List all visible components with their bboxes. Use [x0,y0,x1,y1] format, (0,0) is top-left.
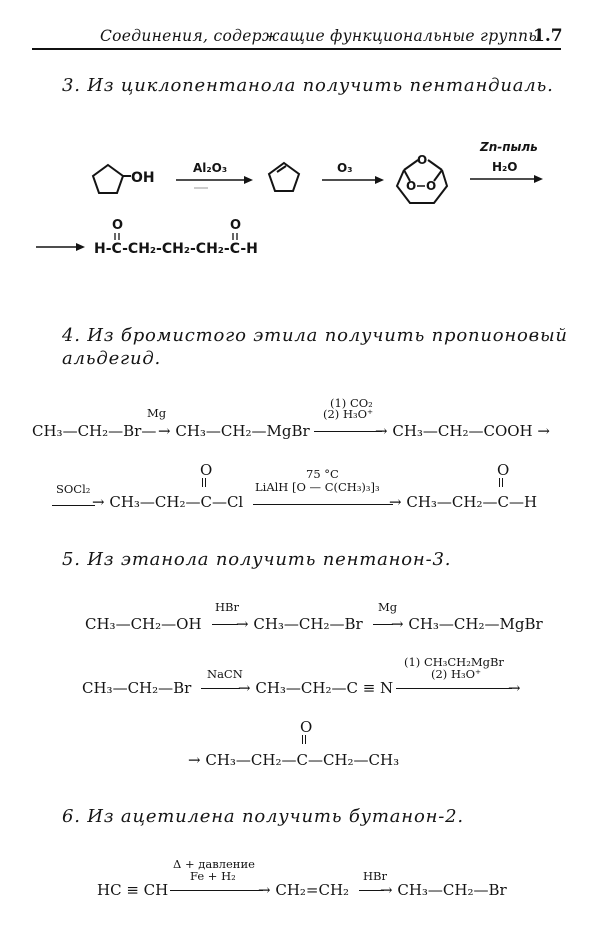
p6-reagent-1: Δ + давление [173,857,255,871]
p5-nitrile: → CH₃—CH₂—C ≡ N [238,679,394,697]
ozonide-o-right: O [426,179,437,193]
reagent-o3: O₃ [337,161,353,175]
p5-ethyl-bromide-2: CH₃—CH₂—Br [82,679,192,697]
reagent-zn: Zn-пыль [480,140,538,154]
p6-reagent-2: Fe + H₂ [190,869,236,883]
oh-label: OH [131,170,155,186]
p4-ethyl-bromide: CH₃—CH₂—Br— [32,422,157,440]
cyclopentanol-ring [93,165,123,193]
ozonide-o-left: O [406,179,417,193]
p4-arrow-3 [253,504,393,505]
p4-temp: 75 °C [306,467,339,481]
p5-arrow-4 [396,688,512,689]
p5-reagent-2: (2) H₃O⁺ [431,667,482,681]
p5-arrow-2 [373,624,393,625]
problem-4-heading: 4. Из бромистого этила получить пропионовый альдегид. [62,325,568,369]
p4-mg-label: Mg [147,406,167,420]
p6-arrow-1 [170,890,263,891]
problem-3-heading: 3. Из циклопентанола получить пентандиаль. [62,75,554,96]
p4-double-bond-1 [202,478,206,487]
reagent-h2o: H₂O [492,160,518,174]
p5-ethyl-bromide: → CH₃—CH₂—Br [236,615,363,633]
ozonide-o-top: O [417,153,428,167]
problem-5-heading: 5. Из этанола получить пентанон-3. [62,549,452,570]
p5-carbonyl-o: O [300,718,313,736]
arrow-3-head [534,175,543,183]
p4-arrow-2 [52,505,95,506]
p4-arrow-1 [314,431,382,432]
p4-double-bond-2 [499,478,503,487]
p4-carbonyl-o-1: O [200,461,213,479]
arrow-1-head [244,176,253,184]
p6-ethyl-bromide: → CH₃—CH₂—Br [380,881,507,899]
running-header: Соединения, содержащие функциональные группы [100,27,542,45]
p4-grignard: → CH₃—CH₂—MgBr [158,422,310,440]
p4-carbonyl-o-2: O [497,461,510,479]
p5-reagent-1: (1) CH₃CH₂MgBr [404,655,504,669]
p5-pentanone: → CH₃—CH₂—C—CH₂—CH₃ [188,751,400,769]
page-number: 1.7 [533,26,563,46]
p4-propionic-acid: → CH₃—CH₂—COOH → [375,422,550,440]
p6-hbr: HBr [363,869,387,883]
p5-arrow-3 [201,688,240,689]
p4-co2: (1) CO₂ [330,396,373,410]
p4-acyl-chloride: → CH₃—CH₂—C—Cl [92,493,244,511]
p6-acetylene: HC ≡ CH [97,881,169,899]
p6-ethylene: → CH₂=CH₂ [258,881,350,899]
p4-aldehyde: → CH₃—CH₂—C—H [389,493,538,511]
p4-h3o: (2) H₃O⁺ [323,407,374,421]
p5-arrow-1 [212,624,238,625]
p5-grignard: → CH₃—CH₂—MgBr [391,615,543,633]
p4-socl2: SOCl₂ [56,482,91,496]
reagent-al2o3: Al₂O₃ [193,161,228,175]
p5-arrow-4-head: → [508,679,521,697]
p5-nacn: NaCN [207,667,243,681]
p4-reagent: LiAlH [O — C(CH₃)₃]₃ [255,480,380,494]
pentanedial-formula: H-C-CH₂-CH₂-CH₂-C-H [94,241,258,257]
p5-mg: Mg [378,600,398,614]
p5-hbr: HBr [215,600,239,614]
arrow-4-head [76,243,85,251]
arrow-2-head [375,176,384,184]
p5-ethanol: CH₃—CH₂—OH [85,615,202,633]
carbonyl-o-1: O [112,218,124,233]
carbonyl-o-2: O [230,218,242,233]
p5-double-bond [302,735,306,744]
problem-6-heading: 6. Из ацетилена получить бутанон-2. [62,806,464,827]
